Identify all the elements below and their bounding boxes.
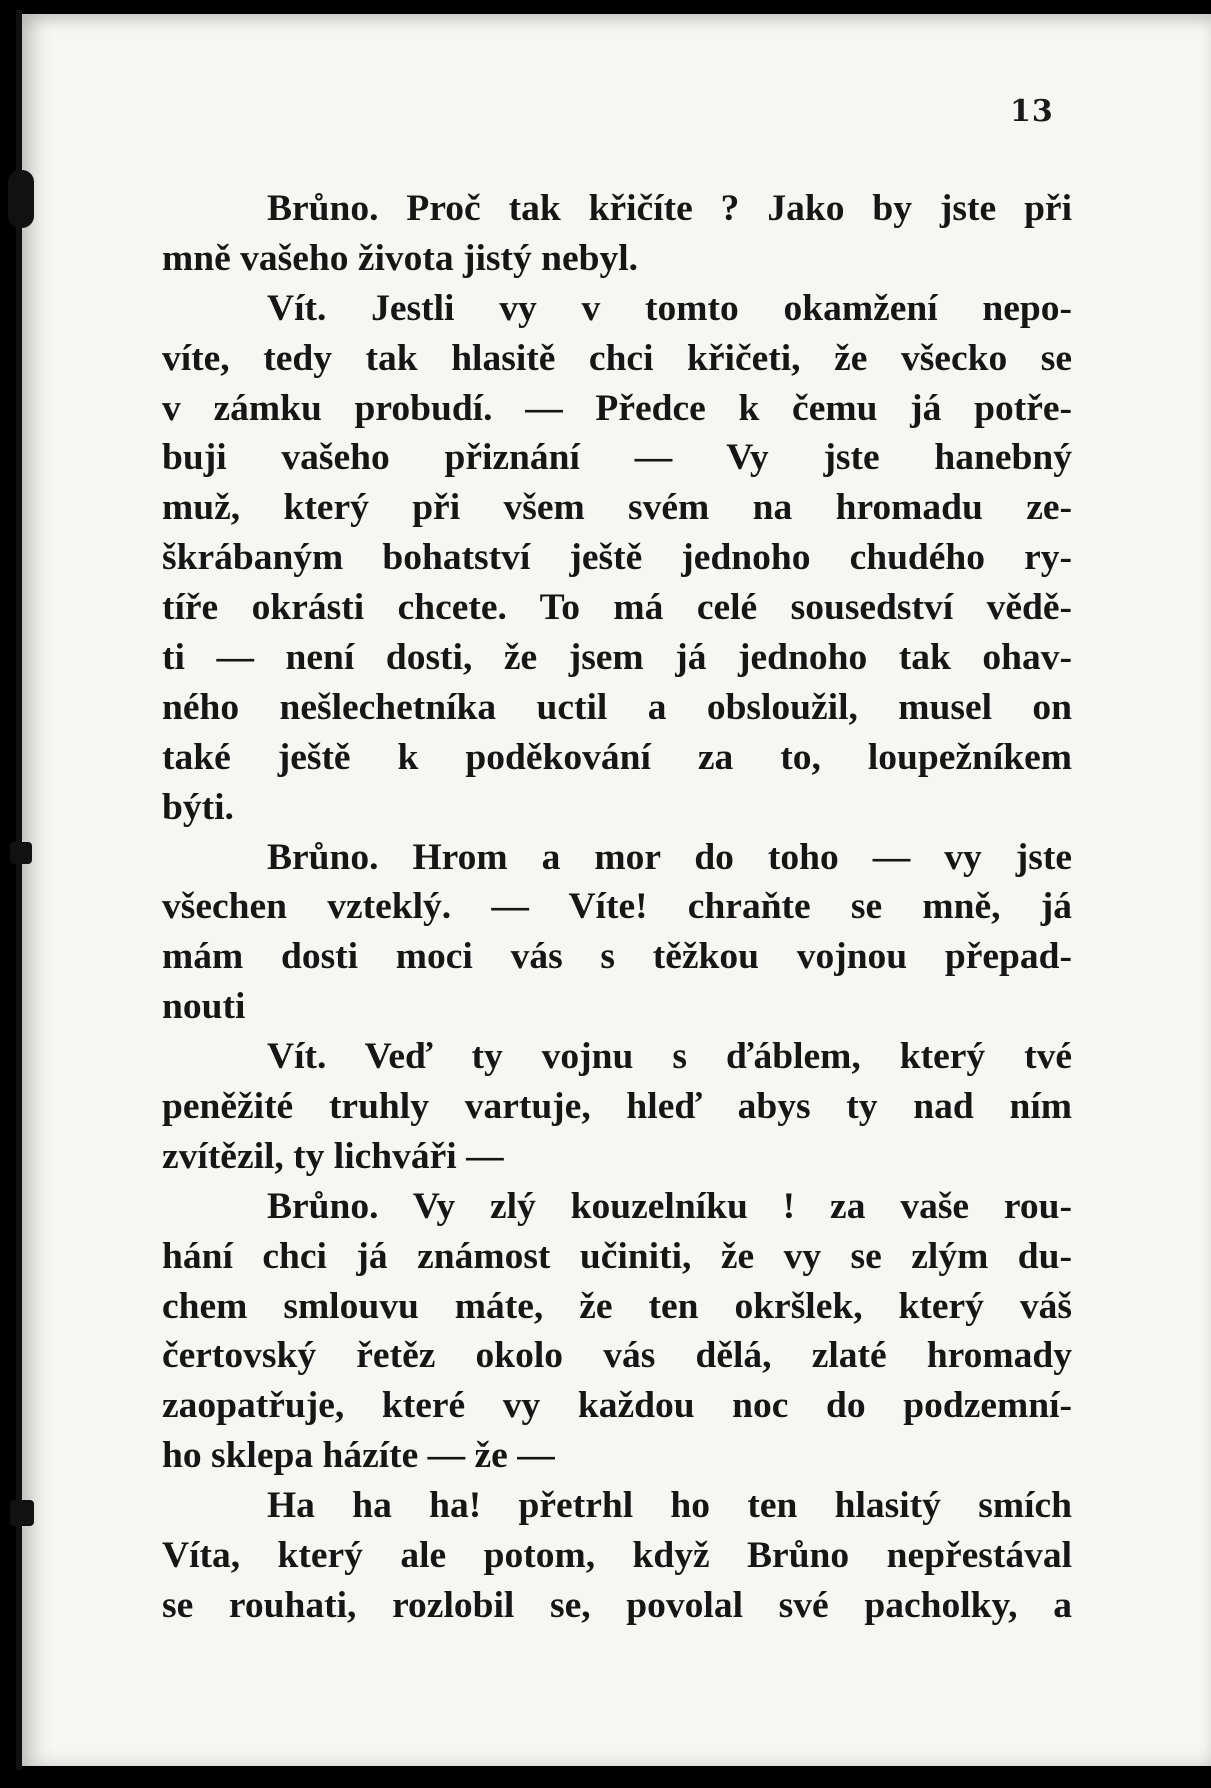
text-line: mám dosti moci vás s těžkou vojnou přepad- [162,936,1072,978]
text-line: ného nešlechetníka uctil a obsloužil, musel on [162,686,1072,728]
text-line: Ha ha ha! přetrhl ho ten hlasitý smích [267,1485,1072,1527]
text-line: nouti [162,986,246,1028]
text-line: víte, tedy tak hlasitě chci křičeti, že všecko se [162,337,1072,379]
page-text [162,184,1072,1631]
text-line: chem smlouvu máte, že ten okršlek, který váš [162,1285,1072,1327]
text-line: mně vašeho života jistý nebyl. [162,237,639,279]
text-line: peněžité truhly vartuje, hleď abys ty nad ním [162,1086,1072,1128]
page-number: 13 [1010,94,1054,129]
text-line: Brůno. Vy zlý kouzelníku ! za vaše rou- [267,1185,1072,1227]
text-line: Víta, který ale potom, když Brůno nepřestával [162,1535,1072,1577]
text-line: býti. [162,786,234,828]
binding-mark [10,1500,34,1526]
text-line: ti — není dosti, že jsem já jednoho tak ohav- [162,637,1072,679]
text-line: Vít. Veď ty vojnu s ďáblem, který tvé [267,1036,1072,1078]
text-line: Brůno. Proč tak křičíte ? Jako by jste při [267,188,1072,229]
text-line: Brůno. Hrom a mor do toho — vy jste [267,836,1072,878]
text-line: také ještě k poděkování za to, loupežníkem [162,736,1072,778]
text-line: zvítězil, ty lichváři — [162,1135,504,1177]
text-line: se rouhati, rozlobil se, povolal své pacholky, a [162,1584,1072,1626]
text-line: muž, který při všem svém na hromadu ze- [162,487,1072,529]
text-line: škrábaným bohatství ještě jednoho chudého ry- [162,537,1072,579]
text-line: ho sklepa házíte — že — [162,1435,555,1477]
text-line: buji vašeho přiznání — Vy jste hanebný [162,437,1072,479]
text-line: v zámku probudí. — Předce k čemu já potře- [162,387,1072,429]
book-page [22,14,1211,1766]
text-line: čertovský řetěz okolo vás dělá, zlaté hromady [162,1335,1072,1377]
text-line: všechen vzteklý. — Víte! chraňte se mně, já [162,886,1072,928]
binding-mark [16,10,22,1770]
text-line: Vít. Jestli vy v tomto okamžení nepo- [267,287,1072,329]
text-line: zaopatřuje, které vy každou noc do podzemní- [162,1385,1072,1427]
text-line: hání chci já známost učiniti, že vy se zlým du- [162,1235,1072,1277]
text-line: tíře okrásti chcete. To má celé sousedství vědě- [162,587,1072,629]
